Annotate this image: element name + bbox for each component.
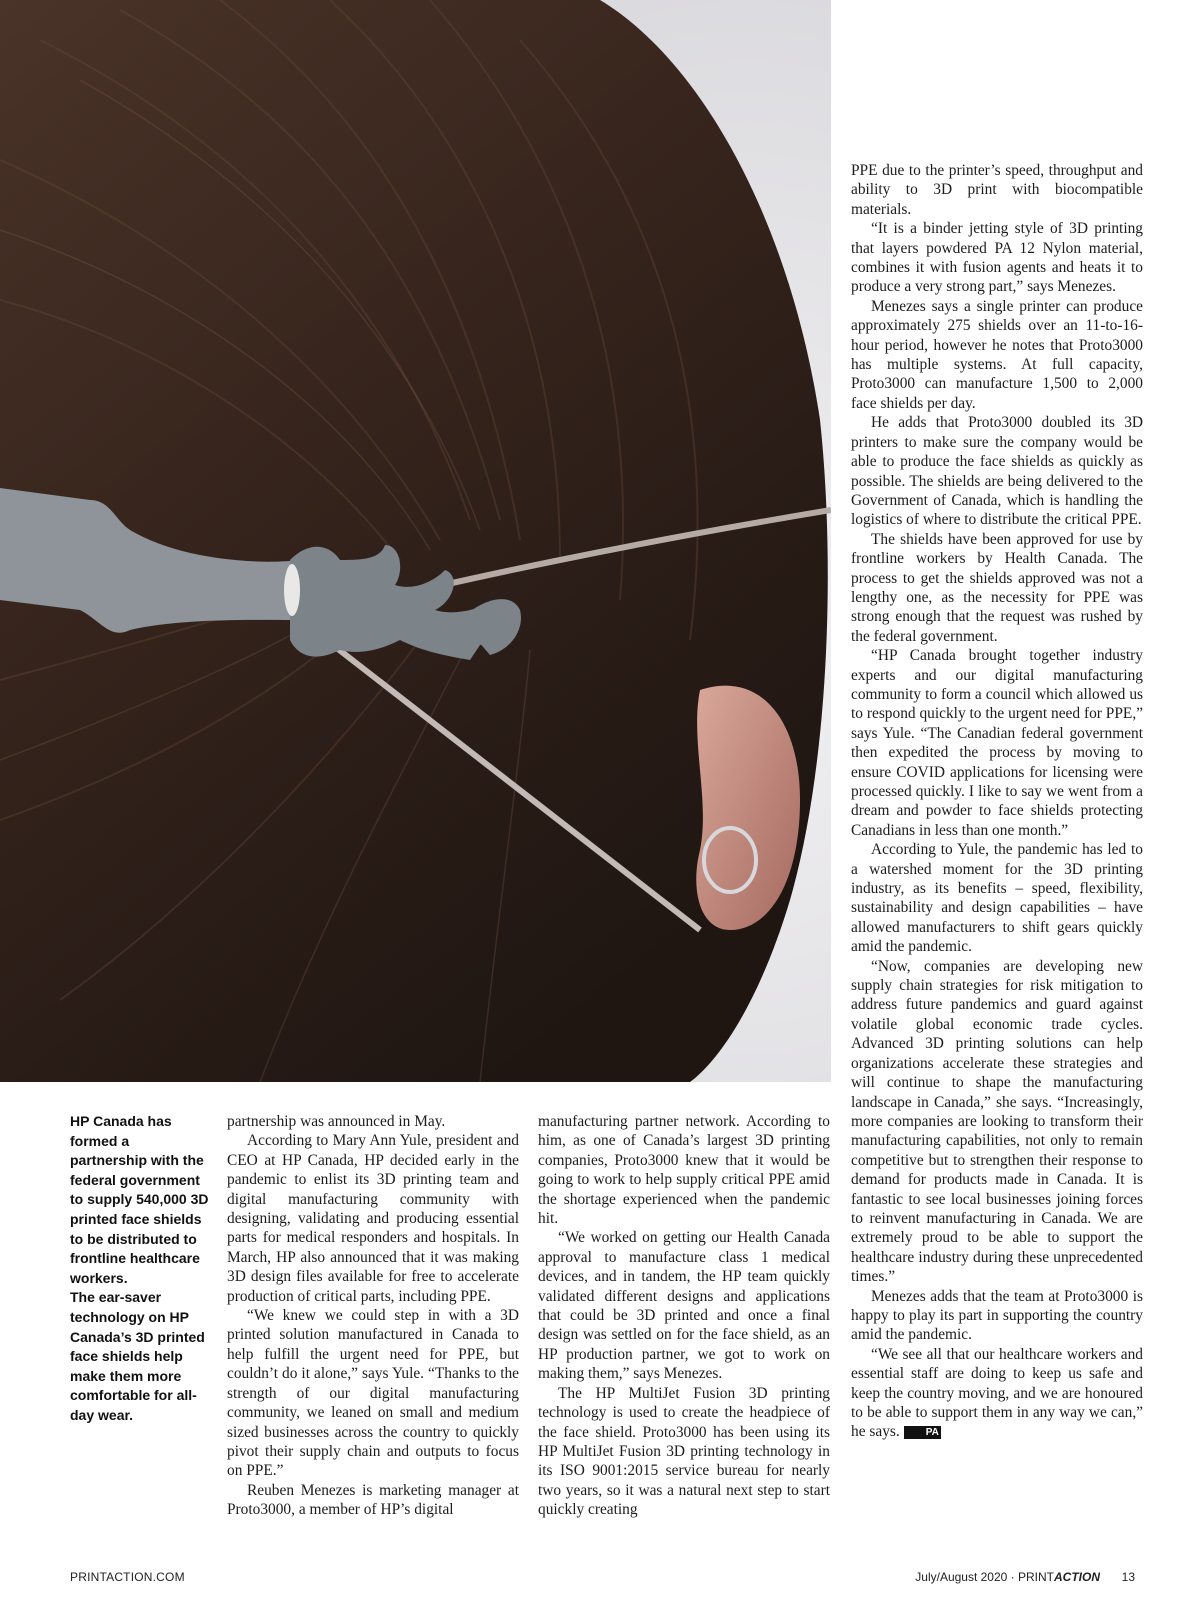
paragraph: According to Yule, the pandemic has led to a watershed moment for the 3D printing industry, as its benefits – speed, flexibility, sustainability and design capabilities – have allowed manufacturers to shift gears quickly amid the pandemic. bbox=[851, 841, 1143, 956]
article-column-right bbox=[851, 161, 1143, 1442]
paragraph: Menezes adds that the team at Proto3000 is happy to play its part in supporting the country amid the pandemic. bbox=[851, 1287, 1143, 1344]
paragraph: Menezes says a single printer can produce approximately 275 shields over an 11-to-16-hour period, however he notes that Proto3000 has multiple systems. At full capacity, Proto3000 can manufacture 1,500 to 2,000 face shields per day. bbox=[851, 297, 1143, 412]
ear-saver-photo-illustration bbox=[0, 0, 831, 1082]
paragraph: The HP MultiJet Fusion 3D printing technology is used to create the headpiece of the face shield. Proto3000 has been using its HP MultiJet Fusion 3D printing technology in its ISO 9001:2015 service bureau for nearly two years, so it was a natural next step to start quickly creating bbox=[538, 1384, 830, 1519]
paragraph: According to Mary Ann Yule, president and CEO at HP Canada, HP decided early in the pandemic to enlist its 3D printing team and digital manufacturing community with designing, validating and producing essential parts for medical responders and hospitals. In March, HP also announced that it was making 3D design files available for free to accelerate production of critical parts, including PPE. bbox=[227, 1132, 519, 1305]
brand-print: PRINT bbox=[1018, 1570, 1054, 1584]
paragraph: “We worked on getting our Health Canada approval to manufacture class 1 medical devices, and in tandem, the HP team quickly validated different designs and applications that could be 3D printed and once a final design was settled on for the face shield, as an HP production partner, we got to work on making them,” says Menezes. bbox=[538, 1229, 830, 1383]
page-footer bbox=[0, 1570, 1200, 1592]
footer-website: PRINTACTION.COM bbox=[70, 1570, 185, 1584]
issue-date: July/August 2020 · bbox=[915, 1570, 1018, 1584]
paragraph: The shields have been approved for use by frontline workers by Health Canada. The process to get the shields approved was not a lengthy one, as the necessity for PPE was strong enough that the request was rushed by the federal government. bbox=[851, 530, 1143, 645]
paragraph: “We knew we could step in with a 3D printed solution manufactured in Canada to help fulfill the urgent need for PPE, but couldn’t do it alone,” says Yule. “Thanks to the strength of our digital manufacturing community, we leaned on small and medium sized businesses across the country to quickly pivot their supply chain and outputs to focus on PPE.” bbox=[227, 1307, 519, 1480]
paragraph-last bbox=[851, 1345, 1143, 1442]
photo-caption bbox=[70, 1112, 210, 1426]
paragraph: He adds that Proto3000 doubled its 3D printers to make sure the company would be able to produce the face shields as quickly as possible. The shields are being delivered to the Government of Canada, which is handling the logistics of where to distribute the critical PPE. bbox=[851, 414, 1143, 529]
paragraph: Reuben Menezes is marketing manager at Proto3000, a member of HP’s digital bbox=[227, 1481, 519, 1519]
article-column-b bbox=[538, 1112, 830, 1520]
paragraph: “It is a binder jetting style of 3D printing that layers powdered PA 12 Nylon material, combines it with fusion agents and heats it to produce a very strong part,” says Menezes. bbox=[851, 220, 1143, 296]
hero-photo bbox=[0, 0, 831, 1082]
footer-issue bbox=[915, 1570, 1100, 1584]
article-column-a bbox=[227, 1112, 519, 1520]
paragraph: PPE due to the printer’s speed, throughput and ability to 3D print with biocompatible materials. bbox=[851, 162, 1143, 218]
paragraph: partnership was announced in May. bbox=[227, 1113, 446, 1130]
page-number: 13 bbox=[1121, 1570, 1135, 1584]
caption-line: The ear-saver technology on HP Canada’s 3D printed face shields help make them more comfortable for all-day wear. bbox=[70, 1289, 205, 1423]
caption-line: HP Canada has formed a partnership with the federal government to supply 540,000 3D printed face shields to be distributed to frontline healthcare workers. bbox=[70, 1113, 209, 1286]
end-mark-logo: PA bbox=[904, 1426, 941, 1439]
brand-action: ACTION bbox=[1054, 1570, 1100, 1584]
paragraph-last-text: “We see all that our healthcare workers and essential staff are doing to keep us safe and keep the country moving, and we are honoured to be able to support them in any way we can,” he says. bbox=[851, 1345, 1143, 1441]
paragraph: manufacturing partner network. According to him, as one of Canada’s largest 3D printing companies, Proto3000 knew that it would be going to work to help supply critical PPE amid the shortage experienced when the pandemic hit. bbox=[538, 1113, 830, 1228]
paragraph: “Now, companies are developing new supply chain strategies for risk mitigation to address future pandemics and guard against volatile global economic trade cycles. Advanced 3D printing solutions can help organizations accelerate these strategies and will continue to shape the manufacturing landscape in Canada,” she says. “Increasingly, more companies are looking to transform their manufacturing capabilities, not only to remain competitive but to strengthen their response to demand for products made in Canada. It is fantastic to see local businesses joining forces to reinvent manufacturing in Canada. We are extremely proud to be able to support the healthcare industry during these unprecedented times.” bbox=[851, 957, 1143, 1286]
paragraph: “HP Canada brought together industry experts and our digital manufacturing community to form a council which allowed us to respond quickly to the urgent need for PPE,” says Yule. “The Canadian federal government then expedited the process by moving to ensure COVID applications for licensing were processed quickly. I like to say we went from a dream and powder to face shields protecting Canadians in less than one month.” bbox=[851, 647, 1143, 839]
